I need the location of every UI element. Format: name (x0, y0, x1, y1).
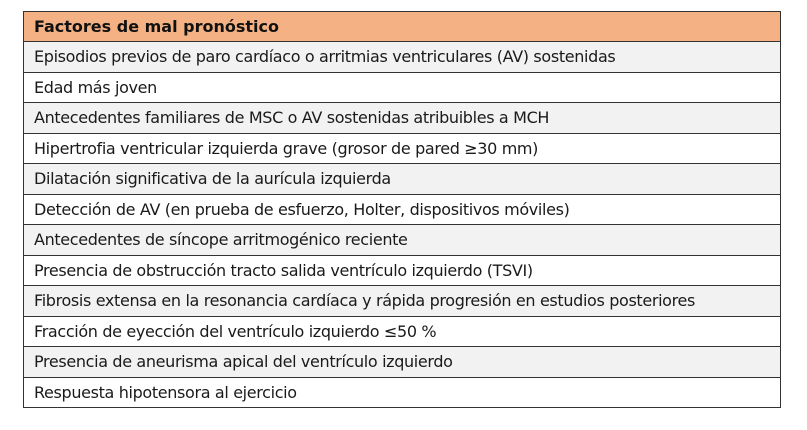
table-row (24, 255, 781, 286)
table-row (24, 103, 781, 134)
table-row (24, 133, 781, 164)
table-cell: Antecedentes familiares de MSC o AV sostenidas atribuibles a MCH (24, 103, 781, 134)
table-cell: Presencia de obstrucción tracto salida ventrículo izquierdo (TSVI) (24, 255, 781, 286)
table-cell: Edad más joven (24, 72, 781, 103)
table-row (24, 316, 781, 347)
table-row (24, 194, 781, 225)
table-cell: Fibrosis extensa en la resonancia cardíaca y rápida progresión en estudios posteriores (24, 286, 781, 317)
table-cell: Dilatación significativa de la aurícula izquierda (24, 164, 781, 195)
table-row (24, 347, 781, 378)
table-header-cell: Factores de mal pronóstico (24, 12, 781, 42)
table-row (24, 72, 781, 103)
table-cell: Hipertrofia ventricular izquierda grave (grosor de pared ≥30 mm) (24, 133, 781, 164)
table-cell: Detección de AV (en prueba de esfuerzo, Holter, dispositivos móviles) (24, 194, 781, 225)
table-row (24, 225, 781, 256)
table-cell: Fracción de eyección del ventrículo izquierdo ≤50 % (24, 316, 781, 347)
table-row (24, 42, 781, 73)
table-cell: Respuesta hipotensora al ejercicio (24, 377, 781, 408)
table-cell: Presencia de aneurisma apical del ventrículo izquierdo (24, 347, 781, 378)
table-header-row (24, 12, 781, 42)
table-row (24, 377, 781, 408)
table-cell: Episodios previos de paro cardíaco o arritmias ventriculares (AV) sostenidas (24, 42, 781, 73)
prognosis-factors-table (23, 11, 781, 408)
table-row (24, 164, 781, 195)
table-row (24, 286, 781, 317)
table-cell: Antecedentes de síncope arritmogénico reciente (24, 225, 781, 256)
